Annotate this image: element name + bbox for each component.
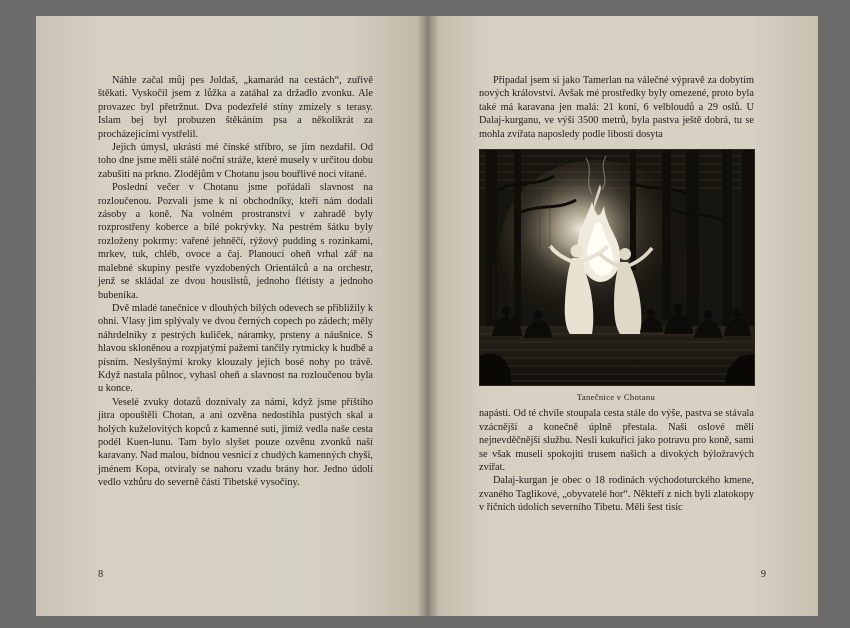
page-number-right: 9	[760, 569, 766, 580]
woodcut-dancers-at-fire	[479, 149, 755, 386]
book-spread	[36, 16, 818, 616]
page-number-left: 8	[98, 569, 104, 580]
paragraph: Dvě mladé tanečnice v dlouhých bílých odevech se přibližily k ohni. Vlasy jim splývaly ve dvou černých copech po zádech; měly náhrdelníky z pestrých kuliček, náramky, prsteny a náušnice. S hlavou skloněnou a rozpjatými pažemi tančily rytmicky k hudbě a písním. Neslyšnými kroky klouzaly jejich bosé nohy po trávě. Když nastala půlnoc, vyhasl oheň a slavnost na rozloučenou byla u konce.	[98, 302, 373, 395]
book-gutter-shadow	[417, 16, 439, 616]
paragraph: Náhle začal můj pes Joldaš, „kamarád na cestách“, zuřivě štěkati. Vyskočil jsem z lůžka a zatáhal za držadlo zvonku. Ale provazec byl přetržnut. Dva podezřelé stíny zmizely s terasy. Islam bej byl probuzen štěkáním psa a několikrát za procházejícími vystřelil.	[98, 75, 373, 140]
right-page-text-column	[479, 74, 754, 515]
figure	[479, 149, 753, 404]
left-page	[36, 16, 427, 616]
right-page	[427, 16, 818, 616]
paragraph: napásti. Od té chvíle stoupala cesta stále do výše, pastva se stávala vzácnější a konečně úplně přestala. Naši oslové měli nejnevděčnější službu. Nesli kukuřici jako potravu pro koně, sami se však museli spokojiti trusem našich a divokých býložravých zvířat.	[479, 408, 754, 474]
paragraph: Připadal jsem si jako Tamerlan na válečné výpravě za dobytím nových království. Avšak mé prostředky byly omezené, proto byla také má karavana jen malá: 21 koní, 6 velbloudů a 29 oslů. U Dalaj-kurganu, ve výši 3500 metrů, byla pastva ještě dobrá, tu se mohla zvířata naposledy podle libosti dosyta	[479, 75, 754, 140]
paragraph: Jejich úmysl, ukrásti mé čínské stříbro, se jim nezdařil. Od toho dne jsme měli stálé noční stráže, které musely v určitou dobu zabušiti na prkno. Zlodějům v Chotanu jsou bouřlivé noci vítané.	[98, 142, 373, 180]
paragraph: Veselé zvuky dotazů doznívaly za námi, když jsme příštího jitra opouštěli Chotan, a ani ozvěna nedostihla pustých skal a holých kuželovitých kopců z kamenné suti, jimiž vedla naše cesta podél Kuen-lunu. Tam bylo slyšet pouze ozvěnu zvonků naší karavany. Nad malou, bídnou vesnicí z chudých kamenných chyší, jménem Kopa, otvíraly se nahoru vzadu brány hor. Jedno údolí vedlo vzhůru do severně části Tibetské vysočiny.	[98, 396, 373, 489]
paragraph: Dalaj-kurgan je obec o 18 rodinách východoturckého kmene, zvaného Taglikové, „obyvatelé hor“. Někteří z nich byli zlatokopy v říčních údolích severního Tibetu. Měli šest tisíc	[479, 475, 754, 514]
figure-caption: Tanečnice v Chotanu	[576, 392, 656, 403]
woodcut-illustration-graphic	[480, 150, 754, 385]
paragraph: Poslední večer v Chotanu jsme pořádali slavnost na rozloučenou. Pozvali jsme k ní obchodníky, kteří nám dodali zásoby a koně. Na volném prostranství v zahradě byly rozprostřeny koberce a bílé pokrývky. Na pestrém šátku byly rozloženy pokrmy: vařené jehněčí, rýžový pudding s rozinkami, mrkev, tuk, chléb, ovoce a čaj. Planoucí oheň vrhal zář na malebné skupiny pestře vyzdobených Orientálců a na orchestr, jenž se skládal ze dvou houslistů, jednoho flétisty a jednoho bubeníka.	[98, 182, 373, 301]
left-page-text-column	[98, 74, 373, 490]
